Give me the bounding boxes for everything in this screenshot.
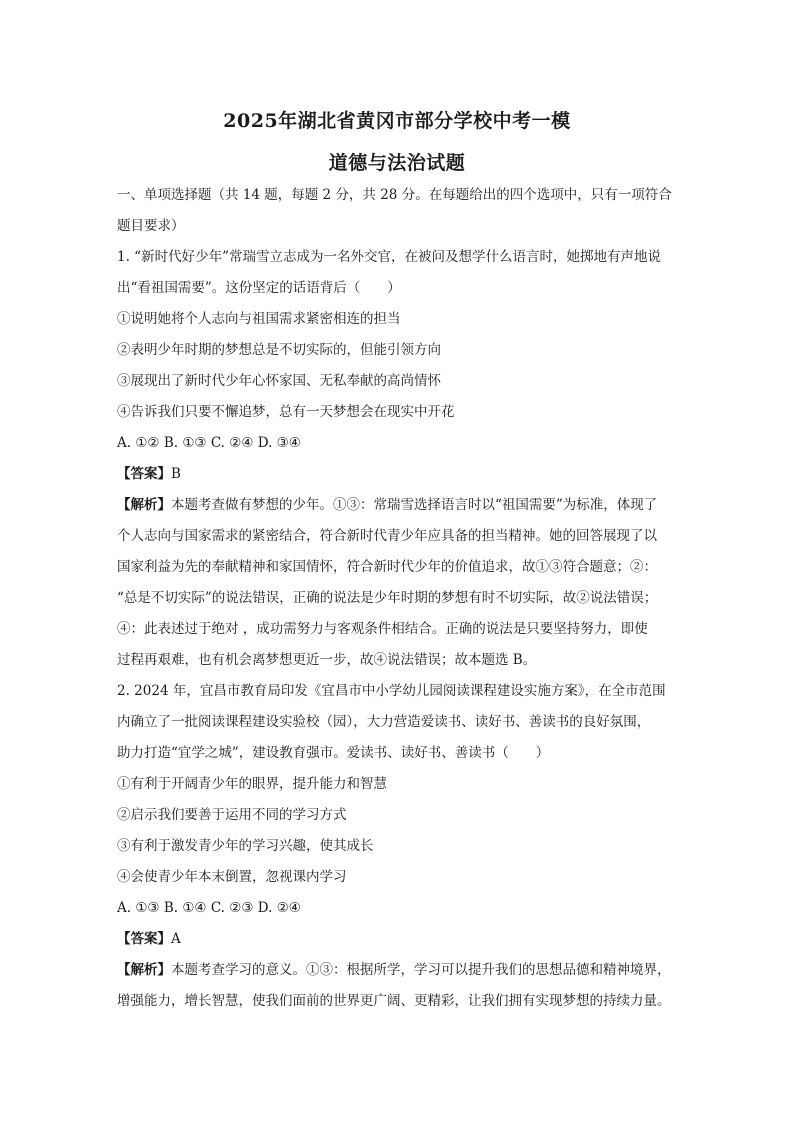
analysis-label: 【解析】 [117, 962, 171, 978]
q1-answer [117, 459, 687, 490]
q2-answer [117, 924, 687, 955]
analysis-text: 本题考查做有梦想的少年。①③：常瑞雪选择语言时以“祖国需要”为标准，体现了 [171, 497, 658, 513]
answer-label: 【答案】 [117, 931, 171, 947]
section-heading: 一、单项选择题（共 14 题，每题 2 分，共 28 分。在每题给出的四个选项中，只有一项符合 [117, 187, 672, 203]
q1-analysis-line: ④：此表述过于绝对 ，成功需努力与客观条件相结合。正确的说法是只要坚持努力，即使 [117, 621, 648, 637]
analysis-text: 本题考查学习的意义。①③：根据所学，学习可以提升我们的思想品德和精神境界， [171, 962, 671, 978]
q2-option-1: ①有利于开阔青少年的眼界，提升能力和智慧 [117, 776, 387, 792]
q1-stem-cont: 出“看祖国需要”。这份坚定的话语背后（ ） [117, 280, 401, 296]
q1-option-1: ①说明她将个人志向与祖国需求紧密相连的担当 [117, 311, 401, 327]
q2-option-2: ②启示我们要善于运用不同的学习方式 [117, 807, 347, 823]
q2-analysis-line: 增强能力，增长智慧，使我们面前的世界更广阔、更精彩，让我们拥有实现梦想的持续力量。 [117, 993, 671, 1009]
exam-content [117, 180, 687, 1017]
q2-stem-cont: 助力打造“宜学之城”，建设教育强市。爱读书、读好书、善读书（ ） [117, 745, 550, 761]
q2-stem: 2. 2024 年，宜昌市教育局印发《宜昌市中小学幼儿园阅读课程建设实施方案》，在全市范围 [117, 683, 666, 699]
q1-stem: 1. “新时代好少年”常瑞雪立志成为一名外交官，在被问及想学什么语言时，她掷地有声地说 [117, 249, 661, 265]
exam-subtitle: 道德与法治试题 [328, 152, 466, 174]
q1-option-3: ③展现出了新时代少年心怀家国、无私奉献的高尚情怀 [117, 373, 441, 389]
q1-analysis-line: “总是不切实际”的说法错误，正确的说法是少年时期的梦想有时不切实际，故②说法错误； [117, 590, 658, 606]
analysis-label: 【解析】 [117, 497, 171, 513]
q2-analysis [117, 955, 687, 986]
q1-option-4: ④告诉我们只要不懈追梦，总有一天梦想会在现实中开花 [117, 404, 455, 420]
q1-analysis-line: 个人志向与国家需求的紧密结合，符合新时代青少年应具备的担当精神。她的回答展现了以 [117, 528, 657, 544]
q1-analysis [117, 490, 687, 521]
q1-option-2: ②表明少年时期的梦想总是不切实际的，但能引领方向 [117, 342, 441, 358]
exam-title: 2025年湖北省黄冈市部分学校中考一模 [223, 110, 571, 132]
q1-choices: A. ①② B. ①③ C. ②④ D. ③④ [117, 435, 301, 451]
answer-label: 【答案】 [117, 466, 171, 482]
q2-stem-cont: 内确立了一批阅读课程建设实验校（园），大力营造爱读书、读好书、善读书的良好氛围， [117, 714, 651, 730]
q2-option-3: ③有利于激发青少年的学习兴趣，使其成长 [117, 838, 374, 854]
section-heading-cont: 题目要求） [117, 218, 185, 234]
answer-value: A [171, 931, 181, 947]
q1-analysis-line: 过程再艰难，也有机会离梦想更近一步，故④说法错误；故本题选 B。 [117, 652, 537, 668]
q2-option-4: ④会使青少年本末倒置，忽视课内学习 [117, 869, 347, 885]
q2-choices: A. ①③ B. ①④ C. ②③ D. ②④ [117, 900, 301, 916]
answer-value: B [171, 466, 181, 482]
q1-analysis-line: 国家利益为先的奉献精神和家国情怀，符合新时代少年的价值追求，故①③符合题意；②： [117, 559, 657, 575]
